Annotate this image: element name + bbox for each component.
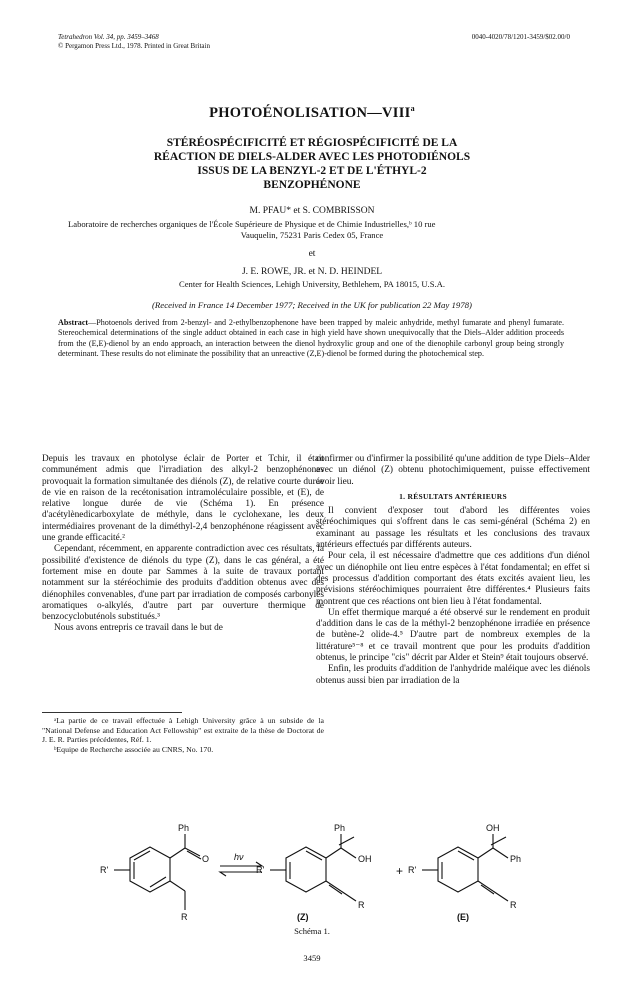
affiliation-1-line-1: Laboratoire de recherches organiques de l'École Supérieure de Physique et de Chimie Industrielles,ᵇ 10 rue bbox=[68, 219, 436, 229]
plus-sign: + bbox=[396, 864, 404, 878]
article-code: 0040-4020/78/1201-3459/$02.00/0 bbox=[471, 33, 570, 41]
abstract bbox=[58, 318, 564, 359]
rprime-label-3: R' bbox=[408, 865, 417, 875]
journal-citation: Tetrahedron Vol. 34, pp. 3459–3468 bbox=[58, 33, 159, 41]
z-dienol-structure bbox=[270, 834, 356, 901]
right-paragraph-intro: confirmer ou d'infirmer la possibilité qu'une addition de type Diels–Alder avec un diénol (Z) obtenu photochimiquement, puisse effectivement avoir lieu. bbox=[316, 454, 590, 487]
hv-label: hν bbox=[234, 852, 244, 862]
right-paragraph-3: Un effet thermique marqué a été observé sur le rendement en produit d'addition dans le cas de la méthyl-2 benzophénone irradiée en présence de butène-2 olide-4.⁵ D'autre part de nombreux exemples de la littérature⁵⁻⁸ et ce travail montrent que pour les produits d'addition obtenus, le principe "cis" décrit par Alder et Stein⁹ était toujours observé. bbox=[316, 607, 590, 664]
o-label-1: O bbox=[202, 854, 210, 864]
ketone-structure bbox=[114, 834, 201, 910]
subtitle-line-4: BENZOPHÉNONE bbox=[263, 179, 361, 191]
right-paragraph-4: Enfin, les produits d'addition de l'anhydride maléique avec les diénols obtenus aussi bien par irradiation de la bbox=[316, 664, 590, 686]
abstract-label: Abstract bbox=[58, 318, 89, 327]
left-paragraph-3: Nous avons entrepris ce travail dans le but de bbox=[54, 623, 223, 634]
page-number: 3459 bbox=[303, 953, 321, 963]
right-paragraph-1: Il convient d'exposer tout d'abord les différentes voies stéréochimiques qui s'offrent dans le cas semi-général (Schéma 2) en examinant au passage les résultats et les conclusions des travaux antérieurs effectués par différents auteurs. bbox=[316, 506, 590, 551]
subtitle-line-2: RÉACTION DE DIELS-ALDER AVEC LES PHOTODIÉNOLS bbox=[153, 151, 471, 163]
left-paragraph-2: Cependant, récemment, en apparente contradiction avec ces résultats, la possibilité d'existence de diénols du type (Z), dans le cas général, a été fortement mise en doute par Sammes à la suite de travaux portant notamment sur la stéréochimie des produits d'addition obtenus avec des diénophiles convenables, d'une part par irradiation de composés carbonylés aromatiques o-alkylés, d'autre part par ouverture thermique de benzocyclobuténols substitués.³ bbox=[42, 544, 324, 623]
right-paragraph-2: Pour cela, il est nécessaire d'admettre que ces additions d'un diénol avec un diénophile ont lieu entre espèces à l'état fondamental; en effet si des processus d'addition comportant des états excités avaient lieu, les prévisions stéréochimiques pourraient être différentes.⁴ Plusieurs faits montrent que ces réactions ont bien lieu à l'état fondamental. bbox=[316, 551, 590, 607]
subtitle-line-1: STÉRÉOSPÉCIFICITÉ ET RÉGIOSPÉCIFICITÉ DE LA bbox=[166, 137, 458, 149]
left-paragraph-1: Depuis les travaux en photolyse éclair de Porter et Tchir, il était communément admis que l'irradiation des alkyl-2 benzophénones provoquait la formation simultanée des diénols (Z), de relative courte durée de vie en raison de la recétonisation intramoléculaire possible, et (E), de relative longue durée de vie (Schéma 1). En présence d'acétylènedicarboxylate de méthyle, dans le cyclohexane, les deux intermédiaires provenant de la diméthyl-2,4 benzophénone réagissent avec une grande efficacité.² bbox=[42, 454, 324, 544]
r-label-3: R bbox=[510, 900, 517, 910]
affiliation-1-line-2: Vauquelin, 75231 Paris Cedex 05, France bbox=[240, 230, 384, 240]
right-column bbox=[316, 454, 590, 687]
footnote-b: ᵇEquipe de Recherche associée au CNRS, No. 170. bbox=[54, 744, 214, 754]
et-conjunction: et bbox=[308, 249, 316, 259]
rprime-label-2: R' bbox=[256, 865, 265, 875]
title-footnote-mark: a bbox=[410, 104, 415, 113]
ph-label-1: Ph bbox=[178, 823, 190, 833]
r-label-1: R bbox=[181, 912, 188, 922]
ph-label-2: Ph bbox=[334, 823, 346, 833]
z-label: (Z) bbox=[297, 912, 309, 922]
oh-label-3: OH bbox=[486, 823, 500, 833]
footnotes bbox=[42, 716, 324, 754]
article-title bbox=[0, 104, 624, 122]
abstract-text: —Photoenols derived from 2-benzyl- and 2-ethylbenzophenone have been trapped by maleic anhydride, methyl fumarate and phenyl fumarate. Stereochemical determinations of the single adduct obtained in each case in high yield have shown unequivocally that the Diels–Alder addition proceeds from the (E,E)-dienol by an endo approach, an interaction between the dienol hydroxylic group and one of the dienophile carbonyl group being strongly determinant. These results do not eliminate the possibility that an unreactive (Z,E)-dienol be formed during the photochemical step. bbox=[58, 318, 564, 358]
footnote-divider bbox=[42, 712, 182, 713]
oh-label-2: OH bbox=[358, 854, 372, 864]
e-dienol-structure bbox=[422, 834, 508, 901]
scheme-1-diagram bbox=[0, 820, 624, 940]
left-column bbox=[42, 454, 324, 635]
section-heading: 1. RÉSULTATS ANTÉRIEURS bbox=[399, 491, 507, 501]
r-label-2: R bbox=[358, 900, 365, 910]
authors-group-2: J. E. ROWE, JR. et N. D. HEINDEL bbox=[241, 267, 383, 277]
rprime-label-1: R' bbox=[100, 865, 109, 875]
e-label: (E) bbox=[457, 912, 469, 922]
authors-group-1: M. PFAU* et S. COMBRISSON bbox=[249, 206, 375, 216]
footnote-a: ᵃLa partie de ce travail effectuée à Lehigh University grâce à un subside de la "National Defense and Education Act Fellowship" est extraite de la thèse de Doctorat de J. E. R. Parties précédentes, Réf. 1. bbox=[42, 716, 324, 744]
affiliation-2: Center for Health Sciences, Lehigh University, Bethlehem, PA 18015, U.S.A. bbox=[179, 279, 445, 289]
subtitle-line-3: ISSUS DE LA BENZYL-2 ET DE L'ÉTHYL-2 bbox=[197, 165, 427, 177]
ph-label-3: Ph bbox=[510, 854, 522, 864]
received-dates: (Received in France 14 December 1977; Received in the UK for publication 22 May 1978) bbox=[151, 300, 472, 310]
title-text: PHOTOÉNOLISATION—VIII bbox=[209, 104, 411, 121]
press-line: © Pergamon Press Ltd., 1978. Printed in Great Britain bbox=[58, 42, 210, 50]
scheme-caption: Schéma 1. bbox=[294, 926, 330, 936]
